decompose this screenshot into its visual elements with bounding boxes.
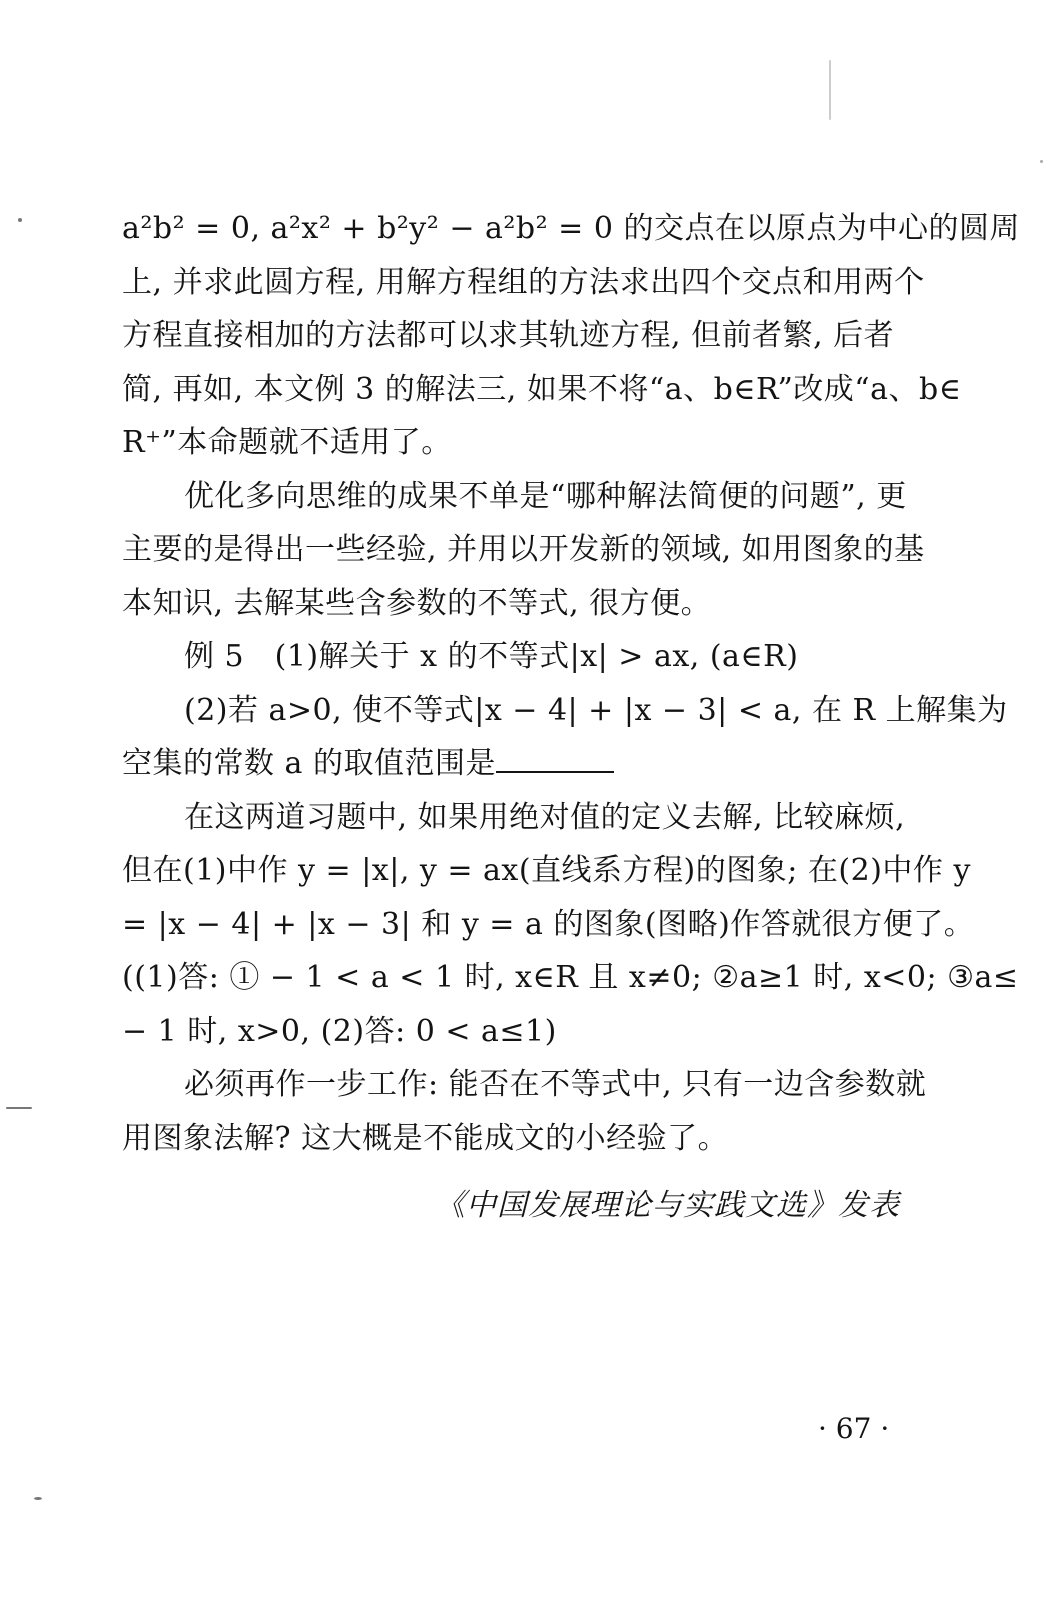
- body-line: 本知识, 去解某些含参数的不等式, 很方便。: [122, 585, 712, 621]
- body-line: 但在(1)中作 y = |x|, y = ax(直线系方程)的图象; 在(2)中作 y: [122, 853, 971, 888]
- body-line: R⁺”本命题就不适用了。: [122, 425, 452, 460]
- scan-speck: [18, 218, 22, 222]
- article-body: [122, 202, 1020, 1165]
- publication-source: 《中国发展理论与实践文选》发表: [435, 1188, 900, 1223]
- body-line: 方程直接相加的方法都可以求其轨迹方程, 但前者繁, 后者: [122, 318, 895, 353]
- fill-in-question-line: [122, 737, 934, 791]
- page-number: · 67 ·: [818, 1412, 890, 1445]
- answer-line: ((1)答: ① − 1 < a < 1 时, x∈R 且 x≠0; ②a≥1 时, x<0; ③a≤: [122, 960, 1019, 995]
- body-line: 简, 再如, 本文例 3 的解法三, 如果不将“a、b∈R”改成“a、b∈: [122, 371, 962, 407]
- scan-speck: [34, 1497, 42, 1500]
- body-line: 用图象法解? 这大概是不能成文的小经验了。: [122, 1120, 729, 1156]
- paragraph-start-line: 优化多向思维的成果不单是“哪种解法简便的问题”, 更: [184, 478, 907, 514]
- paragraph-start-line: (2)若 a>0, 使不等式|x − 4| + |x − 3| < a, 在 R 上解集为: [184, 692, 1008, 728]
- scan-speck: [6, 1107, 32, 1109]
- body-line: 主要的是得出一些经验, 并用以开发新的领域, 如用图象的基: [122, 532, 925, 567]
- paragraph-start-line: 在这两道习题中, 如果用绝对值的定义去解, 比较麻烦,: [184, 799, 906, 835]
- body-line: a²b² = 0, a²x² + b²y² − a²b² = 0 的交点在以原点为中心的圆周: [122, 211, 1020, 246]
- answer-blank: [496, 737, 614, 773]
- paragraph-start-line: 必须再作一步工作: 能否在不等式中, 只有一边含参数就: [184, 1067, 927, 1102]
- scan-speck: [1040, 160, 1043, 163]
- question-text: 空集的常数 a 的取值范围是: [122, 746, 496, 781]
- answer-line: − 1 时, x>0, (2)答: 0 < a≤1): [122, 1013, 557, 1049]
- body-line: = |x − 4| + |x − 3| 和 y = a 的图象(图略)作答就很方便了。: [122, 906, 975, 942]
- body-line: 上, 并求此圆方程, 用解方程组的方法求出四个交点和用两个: [122, 264, 925, 300]
- example-heading-line: 例 5 (1)解关于 x 的不等式|x| > ax, (a∈R): [184, 639, 799, 674]
- scan-speck: [829, 60, 831, 120]
